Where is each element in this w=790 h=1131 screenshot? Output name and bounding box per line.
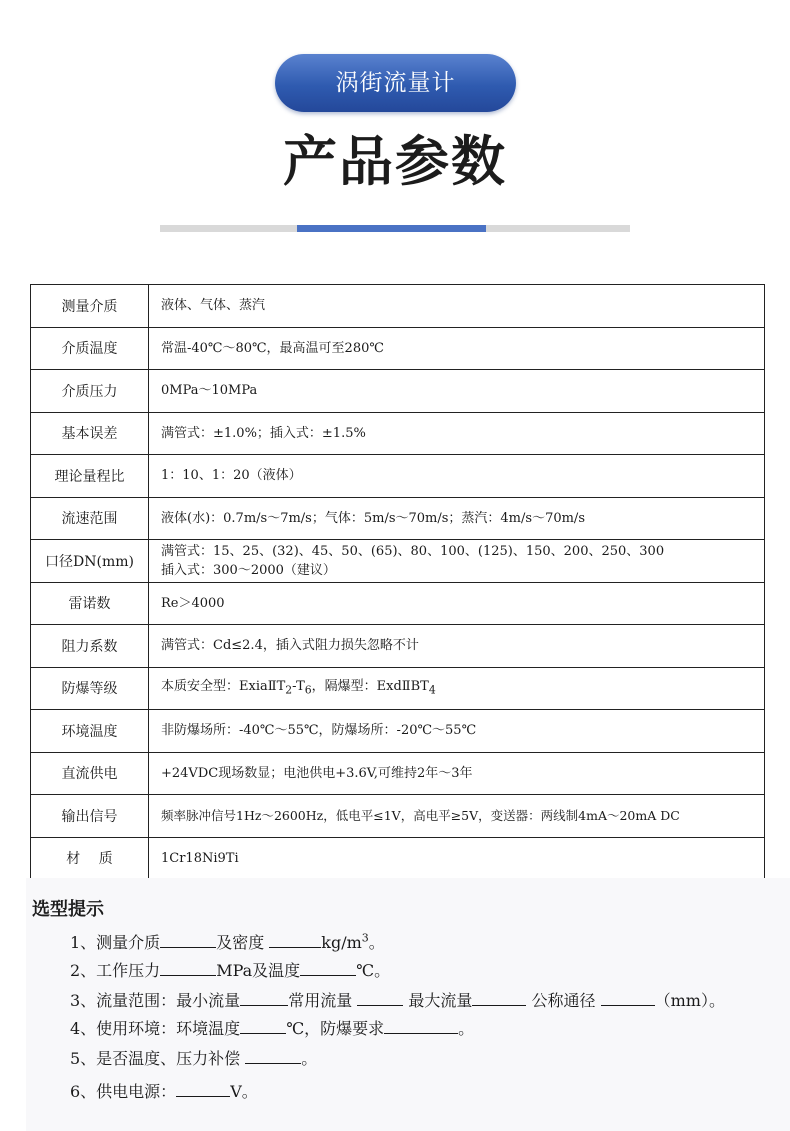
- table-row: [31, 710, 765, 753]
- line-text: 及密度: [216, 933, 265, 952]
- title-divider: [160, 225, 630, 232]
- param-label: 输出信号: [31, 795, 149, 838]
- param-label: 阻力系数: [31, 625, 149, 668]
- param-value: 满管式：Cd≤2.4，插入式阻力损失忽略不计: [149, 625, 765, 668]
- line-text: 2、工作压力: [70, 961, 161, 980]
- param-value: Re＞4000: [149, 582, 765, 625]
- blank-temperature: [300, 959, 356, 976]
- param-value: +24VDC现场数显；电池供电+3.6V,可维持2年～3年: [149, 752, 765, 795]
- param-label: 基本误差: [31, 412, 149, 455]
- param-label: 介质温度: [31, 327, 149, 370]
- param-value: 满管式：±1.0%；插入式：±1.5%: [149, 412, 765, 455]
- blank-min-flow: [240, 989, 288, 1006]
- blank-compensation: [245, 1047, 301, 1064]
- blank-explosion: [384, 1017, 458, 1034]
- selection-line-6: [70, 1079, 258, 1102]
- param-value: 非防爆场所：-40℃～55℃，防爆场所：-20℃～55℃: [149, 710, 765, 753]
- selection-line-4: [70, 1016, 474, 1039]
- line-text: 1、测量介质: [70, 933, 161, 952]
- table-row: [31, 795, 765, 838]
- table-row: [31, 582, 765, 625]
- line-text: kg/m: [321, 933, 362, 952]
- param-value: [149, 540, 765, 583]
- line-text: 常用流量: [288, 991, 353, 1010]
- param-value: 常温-40℃～80℃，最高温可至280℃: [149, 327, 765, 370]
- line-text: 。: [368, 933, 385, 952]
- blank-pressure: [160, 959, 216, 976]
- selection-line-3: [70, 988, 725, 1011]
- line-text: （mm）。: [654, 991, 725, 1010]
- table-row: [31, 837, 765, 880]
- param-label: 口径DN(mm): [31, 540, 149, 583]
- superscript: 3: [361, 931, 369, 945]
- explosion-text: -T: [292, 678, 305, 694]
- subscript: 2: [285, 683, 293, 697]
- param-label: 介质压力: [31, 370, 149, 413]
- table-row: [31, 327, 765, 370]
- line-text: V。: [230, 1082, 258, 1101]
- blank-normal-flow: [357, 989, 403, 1006]
- param-value: 频率脉冲信号1Hz～2600Hz，低电平≤1V，高电平≥5V，变送器：两线制4mA～20mA DC: [149, 795, 765, 838]
- param-label: 测量介质: [31, 285, 149, 328]
- selection-line-1: [70, 930, 385, 953]
- page-title: 产品参数: [283, 130, 507, 193]
- param-value-line: 插入式：300～2000（建议）: [161, 562, 336, 578]
- param-value: 液体、气体、蒸汽: [149, 285, 765, 328]
- blank-power: [176, 1080, 230, 1097]
- subscript: 4: [428, 683, 436, 697]
- line-text: 4、使用环境：环境温度: [70, 1019, 241, 1038]
- param-label: 防爆等级: [31, 667, 149, 710]
- product-name-pill: 涡街流量计: [275, 54, 516, 112]
- line-text: ℃，防爆要求: [286, 1019, 385, 1038]
- line-text: 5、是否温度、压力补偿: [70, 1049, 241, 1068]
- params-table: [30, 284, 765, 880]
- param-label: 直流供电: [31, 752, 149, 795]
- table-row: [31, 370, 765, 413]
- param-label: 材 质: [31, 837, 149, 880]
- blank-density: [269, 931, 321, 948]
- line-text: 公称通径: [531, 991, 596, 1010]
- table-row: [31, 455, 765, 498]
- table-row: [31, 497, 765, 540]
- table-row: [31, 667, 765, 710]
- param-label: 雷诺数: [31, 582, 149, 625]
- subscript: 6: [304, 683, 312, 697]
- explosion-text: 本质安全型：ExiaⅡT: [161, 678, 286, 694]
- blank-diameter: [601, 989, 655, 1006]
- line-text: ℃。: [356, 961, 391, 980]
- table-row: [31, 752, 765, 795]
- param-value-line: 满管式：15、25、(32)、45、50、(65)、80、100、(125)、150、200、250、300: [161, 543, 665, 559]
- table-row: [31, 625, 765, 668]
- param-label: 流速范围: [31, 497, 149, 540]
- param-value: 1Cr18Ni9Ti: [149, 837, 765, 880]
- param-label: 理论量程比: [31, 455, 149, 498]
- line-text: 最大流量: [408, 991, 473, 1010]
- param-value: 1：10、1：20（液体）: [149, 455, 765, 498]
- param-value: [149, 667, 765, 710]
- param-value: 液体(水)：0.7m/s～7m/s；气体：5m/s～70m/s；蒸汽：4m/s～70m/s: [149, 497, 765, 540]
- explosion-text: ，隔爆型：ExdⅡBT: [311, 678, 429, 694]
- param-label: 环境温度: [31, 710, 149, 753]
- line-text: 。: [301, 1049, 318, 1068]
- divider-accent: [297, 225, 486, 232]
- line-text: MPa及温度: [216, 961, 301, 980]
- line-text: 6、供电电源：: [70, 1082, 177, 1101]
- selection-line-5: [70, 1046, 317, 1069]
- table-row: [31, 412, 765, 455]
- table-row: [31, 285, 765, 328]
- param-value: 0MPa～10MPa: [149, 370, 765, 413]
- table-row: [31, 540, 765, 583]
- line-text: 。: [458, 1019, 475, 1038]
- blank-max-flow: [472, 989, 526, 1006]
- selection-line-2: [70, 958, 390, 981]
- line-text: 3、流量范围：最小流量: [70, 991, 241, 1010]
- blank-env-temp: [240, 1017, 286, 1034]
- blank-medium: [160, 931, 216, 948]
- selection-title: 选型提示: [32, 899, 104, 920]
